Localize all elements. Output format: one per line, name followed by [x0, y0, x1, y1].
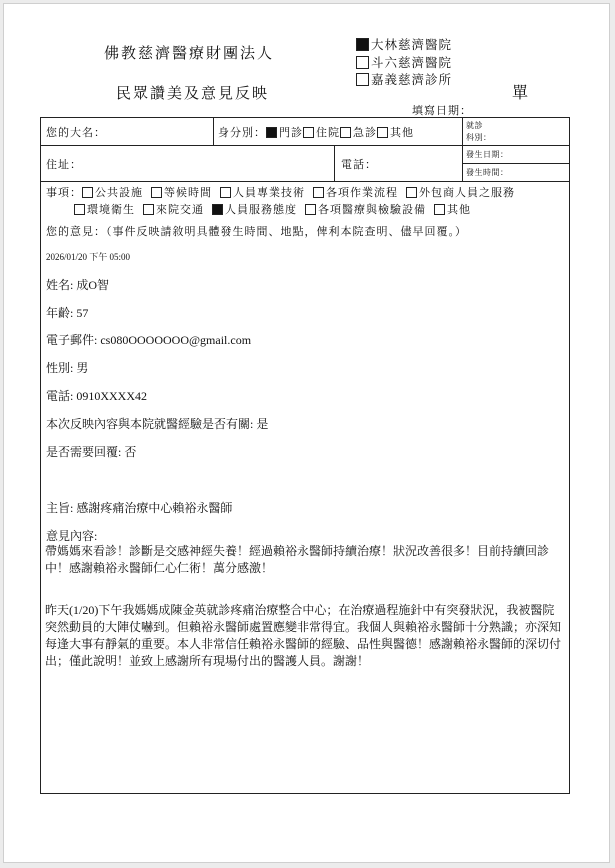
checkbox-checked-icon: [356, 38, 369, 51]
form-title-suffix: 單: [512, 83, 529, 102]
checkbox-icon[interactable]: [377, 127, 388, 138]
checkbox-icon: [313, 187, 324, 198]
item-label: 其他: [447, 203, 471, 216]
items-line-2: [74, 201, 479, 217]
checkbox-icon: [406, 187, 417, 198]
phone-line: 電話: 0910XXXX42: [46, 389, 147, 403]
cell-divider: [334, 145, 335, 181]
checkbox-icon[interactable]: [303, 127, 314, 138]
item-option[interactable]: [220, 184, 305, 200]
row-divider: [41, 181, 569, 182]
cell-divider: [213, 118, 214, 145]
checkbox-icon: [151, 187, 162, 198]
dept-label-line2: 科別：: [466, 133, 492, 142]
checkbox-checked-icon: [212, 204, 223, 215]
items-line-1: [46, 184, 523, 200]
hospital-label: 嘉義慈濟診所: [371, 72, 453, 87]
item-label: 等候時間: [164, 186, 212, 199]
checkbox-icon: [74, 204, 85, 215]
checkbox-icon: [82, 187, 93, 198]
checkbox-icon: [220, 187, 231, 198]
phone-label: 電話：: [341, 158, 377, 171]
related-line: 本次反映內容與本院就醫經驗是否有關: 是: [46, 417, 269, 431]
dept-label-line1: 就診: [466, 121, 483, 130]
item-label: 外包商人員之服務: [419, 186, 515, 199]
identity-option-label: 其他: [390, 126, 414, 139]
item-label: 各項醫療與檢驗設備: [318, 203, 426, 216]
item-option[interactable]: [406, 184, 515, 200]
hospital-label: 大林慈濟醫院: [371, 37, 453, 52]
name-label: 您的大名：: [46, 126, 106, 139]
identity-field: [218, 124, 414, 140]
item-label: 人員服務態度: [225, 203, 297, 216]
fill-date-label: 填寫日期：: [412, 104, 472, 117]
row-divider: [41, 145, 569, 146]
identity-option-label: 住院: [316, 126, 340, 139]
form-title: 民眾讚美及意見反映: [116, 84, 270, 102]
occur-time-label: 發生時間：: [466, 168, 509, 177]
opinion-label: 您的意見：（事件反映請敘明具體發生時間、地點，俾利本院查明、儘早回覆。）: [46, 225, 467, 238]
item-option[interactable]: [74, 201, 135, 217]
item-option[interactable]: [82, 184, 143, 200]
checkbox-icon: [434, 204, 445, 215]
item-label: 公共設施: [95, 186, 143, 199]
hospital-option-douliu[interactable]: [356, 53, 452, 71]
item-option[interactable]: [313, 184, 398, 200]
items-label: 事項：: [46, 186, 82, 199]
checkbox-icon: [356, 73, 369, 86]
cell-divider: [462, 118, 463, 181]
org-title: 佛教慈濟醫療財團法人: [104, 44, 275, 62]
item-option[interactable]: [143, 201, 204, 217]
item-option[interactable]: [151, 184, 212, 200]
email-line: 電子郵件: cs080OOOOOOO@gmail.com: [46, 333, 252, 347]
checkbox-icon[interactable]: [340, 127, 351, 138]
checkbox-icon: [143, 204, 154, 215]
identity-label: 身分別：: [218, 126, 266, 139]
occur-date-label: 發生日期：: [466, 150, 509, 159]
identity-option-label: 急診: [353, 126, 377, 139]
identity-option-label: 門診: [279, 126, 303, 139]
item-option[interactable]: [305, 201, 426, 217]
submission-timestamp: 2026/01/20 下午 05:00: [46, 252, 131, 262]
item-label: 來院交通: [156, 203, 204, 216]
subject-line: 主旨: 感謝疼痛治療中心賴裕永醫師: [46, 501, 233, 515]
gender-line: 性別: 男: [46, 361, 89, 375]
hospital-option-chiayi[interactable]: [356, 70, 452, 88]
hospital-label: 斗六慈濟醫院: [371, 55, 453, 70]
item-label: 各項作業流程: [326, 186, 398, 199]
name-line: 姓名: 成O智: [46, 278, 110, 292]
content-label: 意見內容:: [46, 529, 98, 543]
content-paragraph-1: 帶媽媽來看診！診斷是交感神經失養！經過賴裕永醫師持續治療！狀況改善很多！目前持續回診中！感謝賴裕永醫師仁心仁術！萬分感激！: [45, 544, 550, 575]
reply-line: 是否需要回覆: 否: [46, 445, 137, 459]
checkbox-checked-icon[interactable]: [266, 127, 277, 138]
item-option[interactable]: [212, 201, 297, 217]
item-option[interactable]: [434, 201, 471, 217]
checkbox-icon: [305, 204, 316, 215]
content-paragraph-2: 昨天(1/20)下午我媽媽成陳金英就診疼痛治療整合中心；在治療過程施針中有突發狀況，我被醫院突然動員的大陣仗嚇到。但賴裕永醫師處置應變非常得宜。我個人與賴裕永醫師十分熟識；亦深知每逢大事有靜氣的重要。本人非常信任賴裕永醫師的經驗、品性與醫德！感謝賴裕永醫師的深切付出；僅此說明！並致上感謝所有現場付出的醫護人員。謝謝！: [45, 603, 562, 668]
hospital-option-dalin[interactable]: [356, 35, 452, 53]
cell-divider: [462, 163, 569, 164]
age-line: 年齡: 57: [46, 306, 89, 320]
item-label: 人員專業技術: [233, 186, 305, 199]
address-label: 住址：: [46, 158, 82, 171]
item-label: 環境衛生: [87, 203, 135, 216]
checkbox-icon: [356, 56, 369, 69]
